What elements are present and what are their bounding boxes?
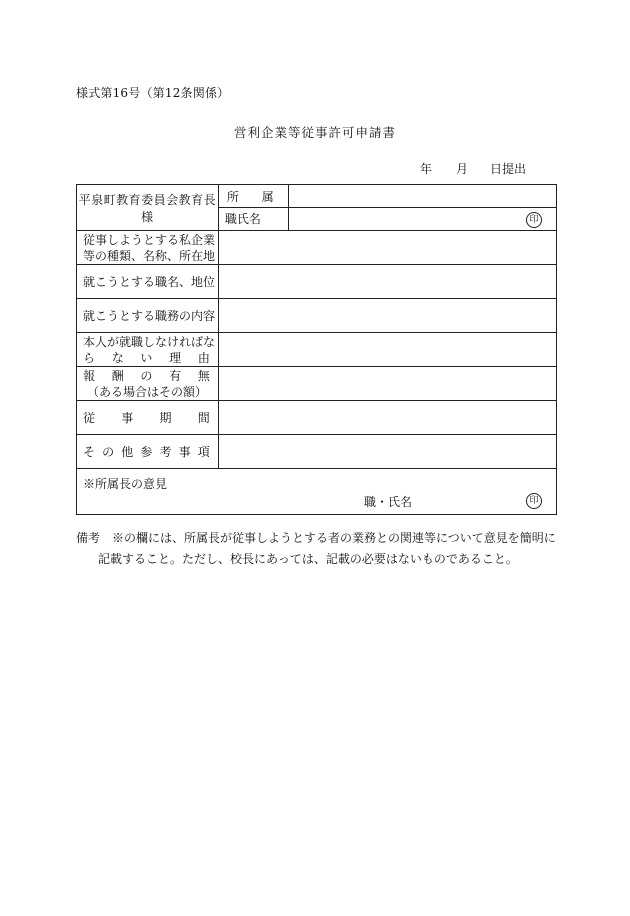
date-month-label: 月 [456, 162, 469, 176]
addressee-cell [77, 185, 229, 231]
application-form-table [76, 184, 557, 515]
remuneration-label-char: 酬 [111, 368, 124, 383]
remuneration-field[interactable] [218, 367, 556, 401]
remuneration-label-char: の [140, 368, 153, 383]
others-label-char: 考 [159, 444, 172, 459]
name-field[interactable] [288, 208, 556, 231]
document-title: 営利企業等従事許可申請書 [233, 125, 396, 140]
necessity-label-char: い [140, 350, 153, 365]
others-label-char: 事 [178, 444, 191, 459]
date-year-label: 年 [420, 162, 433, 176]
enterprise-label-line: 従事しようとする私企業 [83, 232, 216, 247]
remarks-line: 備考 ※の欄には、所属長が従事しようとする者の業務との関連等について意見を簡明に [76, 531, 556, 545]
remuneration-label-line: （ある場合はその額） [87, 384, 208, 399]
others-label-char: 他 [121, 444, 134, 459]
period-label-char: 間 [197, 410, 210, 425]
supervisor-seal-mark: 印 [526, 493, 542, 509]
period-label-char: 事 [121, 410, 134, 425]
name-label-text: 職氏名 [224, 212, 261, 226]
necessity-label-char: ら [83, 350, 96, 365]
seal-mark: 印 [526, 212, 542, 228]
others-label-char: そ [83, 444, 96, 459]
others-label [77, 435, 219, 469]
period-label [77, 401, 219, 435]
remarks-line: 記載すること。ただし、校長にあっては、記載の必要はないものであること。 [98, 552, 518, 566]
others-label-char: 項 [197, 444, 210, 459]
others-label-char: 参 [140, 444, 153, 459]
affiliation-label-char: 属 [261, 189, 274, 204]
name-label [218, 208, 288, 231]
necessity-label-line: 本人が就職しなければな [83, 334, 216, 349]
period-label-char: 期 [159, 410, 172, 425]
position-label-text: 就こうとする職名、地位 [83, 274, 216, 289]
duty-label [77, 299, 219, 333]
duty-field[interactable] [218, 299, 556, 333]
date-day-label: 日提出 [490, 162, 527, 176]
enterprise-label-line: 等の種類、名称、所在地 [83, 248, 216, 263]
position-field[interactable] [218, 265, 556, 299]
necessity-label-char: 理 [169, 350, 182, 365]
others-label-char: の [102, 444, 115, 459]
supervisor-opinion-label: ※所属長の意見 [83, 477, 168, 491]
necessity-label-char: な [111, 350, 124, 365]
enterprise-label [77, 231, 219, 265]
affiliation-label-char: 所 [226, 189, 239, 204]
supervisor-opinion-cell[interactable] [77, 469, 557, 515]
addressee: 平泉町教育委員会教育長 様 [78, 192, 229, 224]
remuneration-label [77, 367, 219, 401]
remuneration-label-char: 無 [197, 368, 210, 383]
period-label-char: 従 [83, 410, 96, 425]
remarks [76, 528, 566, 570]
necessity-label [77, 333, 219, 367]
necessity-field[interactable] [218, 333, 556, 367]
supervisor-name-label: 職・氏名 [364, 495, 413, 509]
form-number: 様式第16号（第12条関係） [76, 86, 230, 100]
period-field[interactable] [218, 401, 556, 435]
remuneration-label-char: 有 [169, 368, 182, 383]
position-label [77, 265, 219, 299]
necessity-label-char: 由 [197, 350, 210, 365]
affiliation-field[interactable] [288, 185, 556, 208]
affiliation-label-cell [218, 185, 288, 208]
enterprise-field[interactable] [218, 231, 556, 265]
others-field[interactable] [218, 435, 556, 469]
duty-label-text: 就こうとする職務の内容 [83, 308, 216, 323]
remuneration-label-char: 報 [83, 368, 96, 383]
